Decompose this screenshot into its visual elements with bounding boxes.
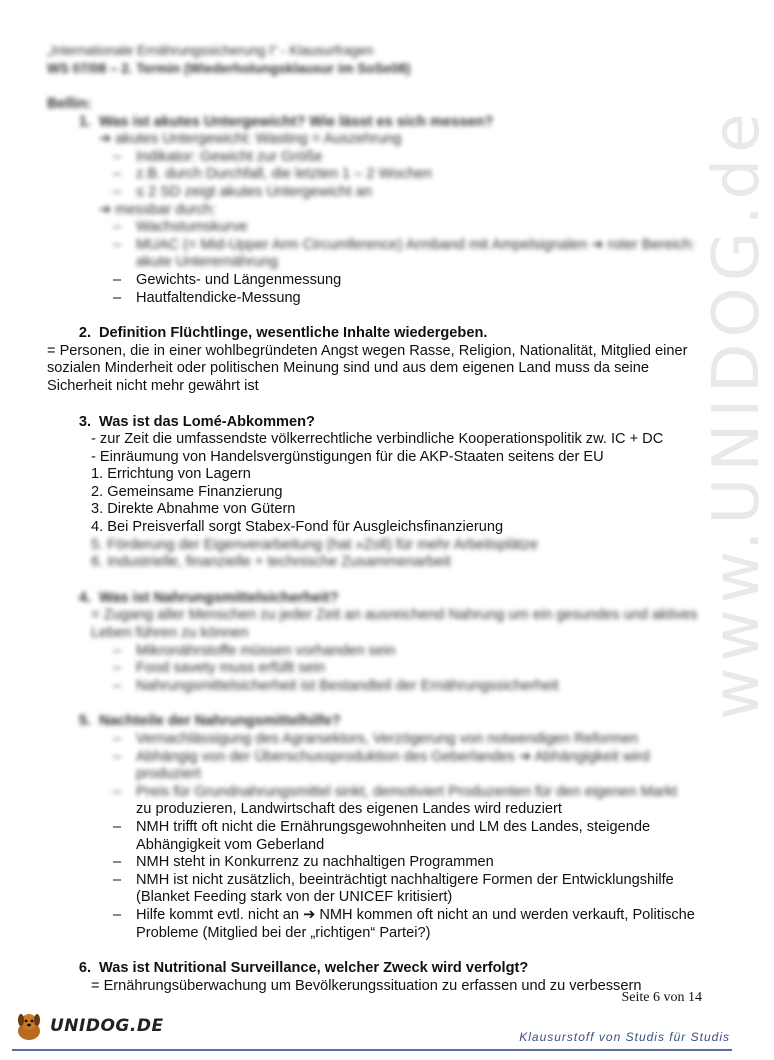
- question-number: 3.: [78, 413, 91, 430]
- dash-item: – Preis für Grundnahrungsmittel sinkt, demotiviert Produzenten für den eigenen Markt: [113, 783, 678, 800]
- question-number: 5.: [78, 713, 91, 730]
- question-2: [47, 325, 707, 343]
- question-title: Was ist Nutritional Surveillance, welcher Zweck wird verfolgt?: [99, 960, 529, 977]
- question-number: 6.: [78, 960, 91, 977]
- answer-text: = Personen, die in einer wohlbegründeten Angst wegen Rasse, Religion, Nationalität, Mitglied einer sozialen Minderheit oder politischen Meinung sind und aus dem eigenen Land muss da seine Sicherheit nicht mehr gewährt ist: [47, 342, 688, 394]
- answer-line: ➔ messbar durch:: [99, 201, 216, 218]
- header-subtitle: WS 07/08 – 2. Termin (Wiederholungsklausur im SoSe08): [47, 61, 411, 76]
- dash-item: – z.B. durch Durchfall, die letzten 1 – 2 Wochen: [113, 166, 432, 183]
- unidog-logo: [12, 1010, 164, 1042]
- question-1: [47, 114, 707, 132]
- footer-divider: [12, 1049, 732, 1051]
- dash-item: – NMH trifft oft nicht die Ernährungsgewohnheiten und LM des Landes, steigende Abhängigkeit vom Geberland: [113, 818, 651, 853]
- dash-item: – Gewichts- und Längenmessung: [113, 271, 342, 288]
- dash-item: – Mikronährstoffe müssen vorhanden sein: [113, 642, 396, 659]
- answer-line: 4. Bei Preisverfall sorgt Stabex-Fond für Ausgleichsfinanzierung: [91, 519, 504, 536]
- dash-item: – Nahrungsmittelsicherheit ist Bestandteil der Ernährungssicherheit: [113, 677, 559, 694]
- dash-continuation: zu produzieren, Landwirtschaft des eigenen Landes wird reduziert: [136, 801, 562, 818]
- answer-line: 2. Gemeinsame Finanzierung: [91, 483, 283, 500]
- dash-item: – NMH ist nicht zusätzlich, beeinträchtigt nachhaltigere Formen der Entwicklungshilfe (Blanket Feeding stark von der UNICEF kritisiert): [113, 871, 674, 906]
- dash-item: – ≤ 2 SD zeigt akutes Untergewicht an: [113, 183, 372, 200]
- question-number: 4.: [78, 589, 91, 606]
- question-title: Was ist akutes Untergewicht? Wie lässt es sich messen?: [99, 113, 494, 130]
- content: [47, 96, 707, 995]
- question-title: Was ist Nahrungsmittelsicherheit?: [99, 589, 339, 606]
- question-number: 2.: [78, 325, 91, 342]
- question-title: Nachteile der Nahrungsmittelhilfe?: [99, 713, 341, 730]
- dash-item: – NMH steht in Konkurrenz zu nachhaltigen Programmen: [113, 854, 494, 871]
- question-3: [47, 414, 707, 432]
- watermark: www.UNIDOG.de: [700, 107, 774, 720]
- section-label: Bellin:: [47, 96, 92, 112]
- dash-item: – Food savety muss erfüllt sein: [113, 660, 325, 677]
- question-number: 1.: [78, 113, 91, 130]
- answer-line: 3. Direkte Abnahme von Gütern: [91, 501, 296, 518]
- answer-line: 6. Industrielle, finanzielle + technische Zusammenarbeit: [91, 554, 451, 571]
- question-title: Definition Flüchtlinge, wesentliche Inhalte wiedergeben.: [99, 325, 488, 342]
- answer-line: - Einräumung von Handelsvergünstigungen für die AKP-Staaten seitens der EU: [91, 448, 604, 465]
- question-6: [47, 960, 707, 978]
- page-number: Seite 6 von 14: [621, 990, 702, 1005]
- dash-item: – Indikator: Gewicht zur Größe: [113, 148, 323, 165]
- dash-item: – Vernachlässigung des Agrarsektors, Verzögerung von notwendigen Reformen: [113, 731, 639, 747]
- document-header: [47, 42, 411, 78]
- answer-line: 1. Errichtung von Lagern: [91, 466, 251, 483]
- question-title: Was ist das Lomé-Abkommen?: [99, 413, 315, 430]
- answer-line: ➔ akutes Untergewicht: Wasting = Auszehrung: [99, 131, 402, 148]
- dash-item: – Hilfe kommt evtl. nicht an ➔ NMH kommen oft nicht an und werden verkauft, Politische Probleme (Mitglied bei der „richtigen“ Partei?): [113, 906, 695, 941]
- answer-line: 5. Förderung der Eigenverarbeitung (hat »Zoll) für mehr Arbeitsplätze: [91, 536, 538, 553]
- answer-line: - zur Zeit die umfassendste völkerrechtliche verbindliche Kooperationspolitik zw. IC + DC: [91, 431, 664, 448]
- footer-tagline: Klausurstoff von Studis für Studis: [519, 1030, 730, 1044]
- dash-item: – Hautfaltendicke-Messung: [113, 289, 301, 306]
- dash-item: – Wachstumskurve: [113, 219, 248, 236]
- answer-text: = Zugang aller Menschen zu jeder Zeit an ausreichend Nahrung um ein gesundes und aktives Leben führen zu können: [91, 607, 698, 642]
- answer-text: = Ernährungsüberwachung um Bevölkerungssituation zu erfassen und zu verbessern: [91, 977, 642, 994]
- dash-item: – Abhängig von der Überschussproduktion des Geberlandes ➔ Abhängigkeit wird produziert: [113, 748, 650, 783]
- header-title: „Internationale Ernährungssicherung I“ - Klausurfragen: [47, 43, 374, 58]
- logo-text: UNIDOG.DE: [50, 1016, 164, 1036]
- question-5: [47, 713, 707, 731]
- dog-icon: [12, 1010, 46, 1042]
- question-4: [47, 590, 707, 608]
- dash-item: – MUAC (= Mid-Upper Arm Circumference) Armband mit Ampelsignalen ➔ roter Bereich: akute Unterernährung: [113, 236, 696, 271]
